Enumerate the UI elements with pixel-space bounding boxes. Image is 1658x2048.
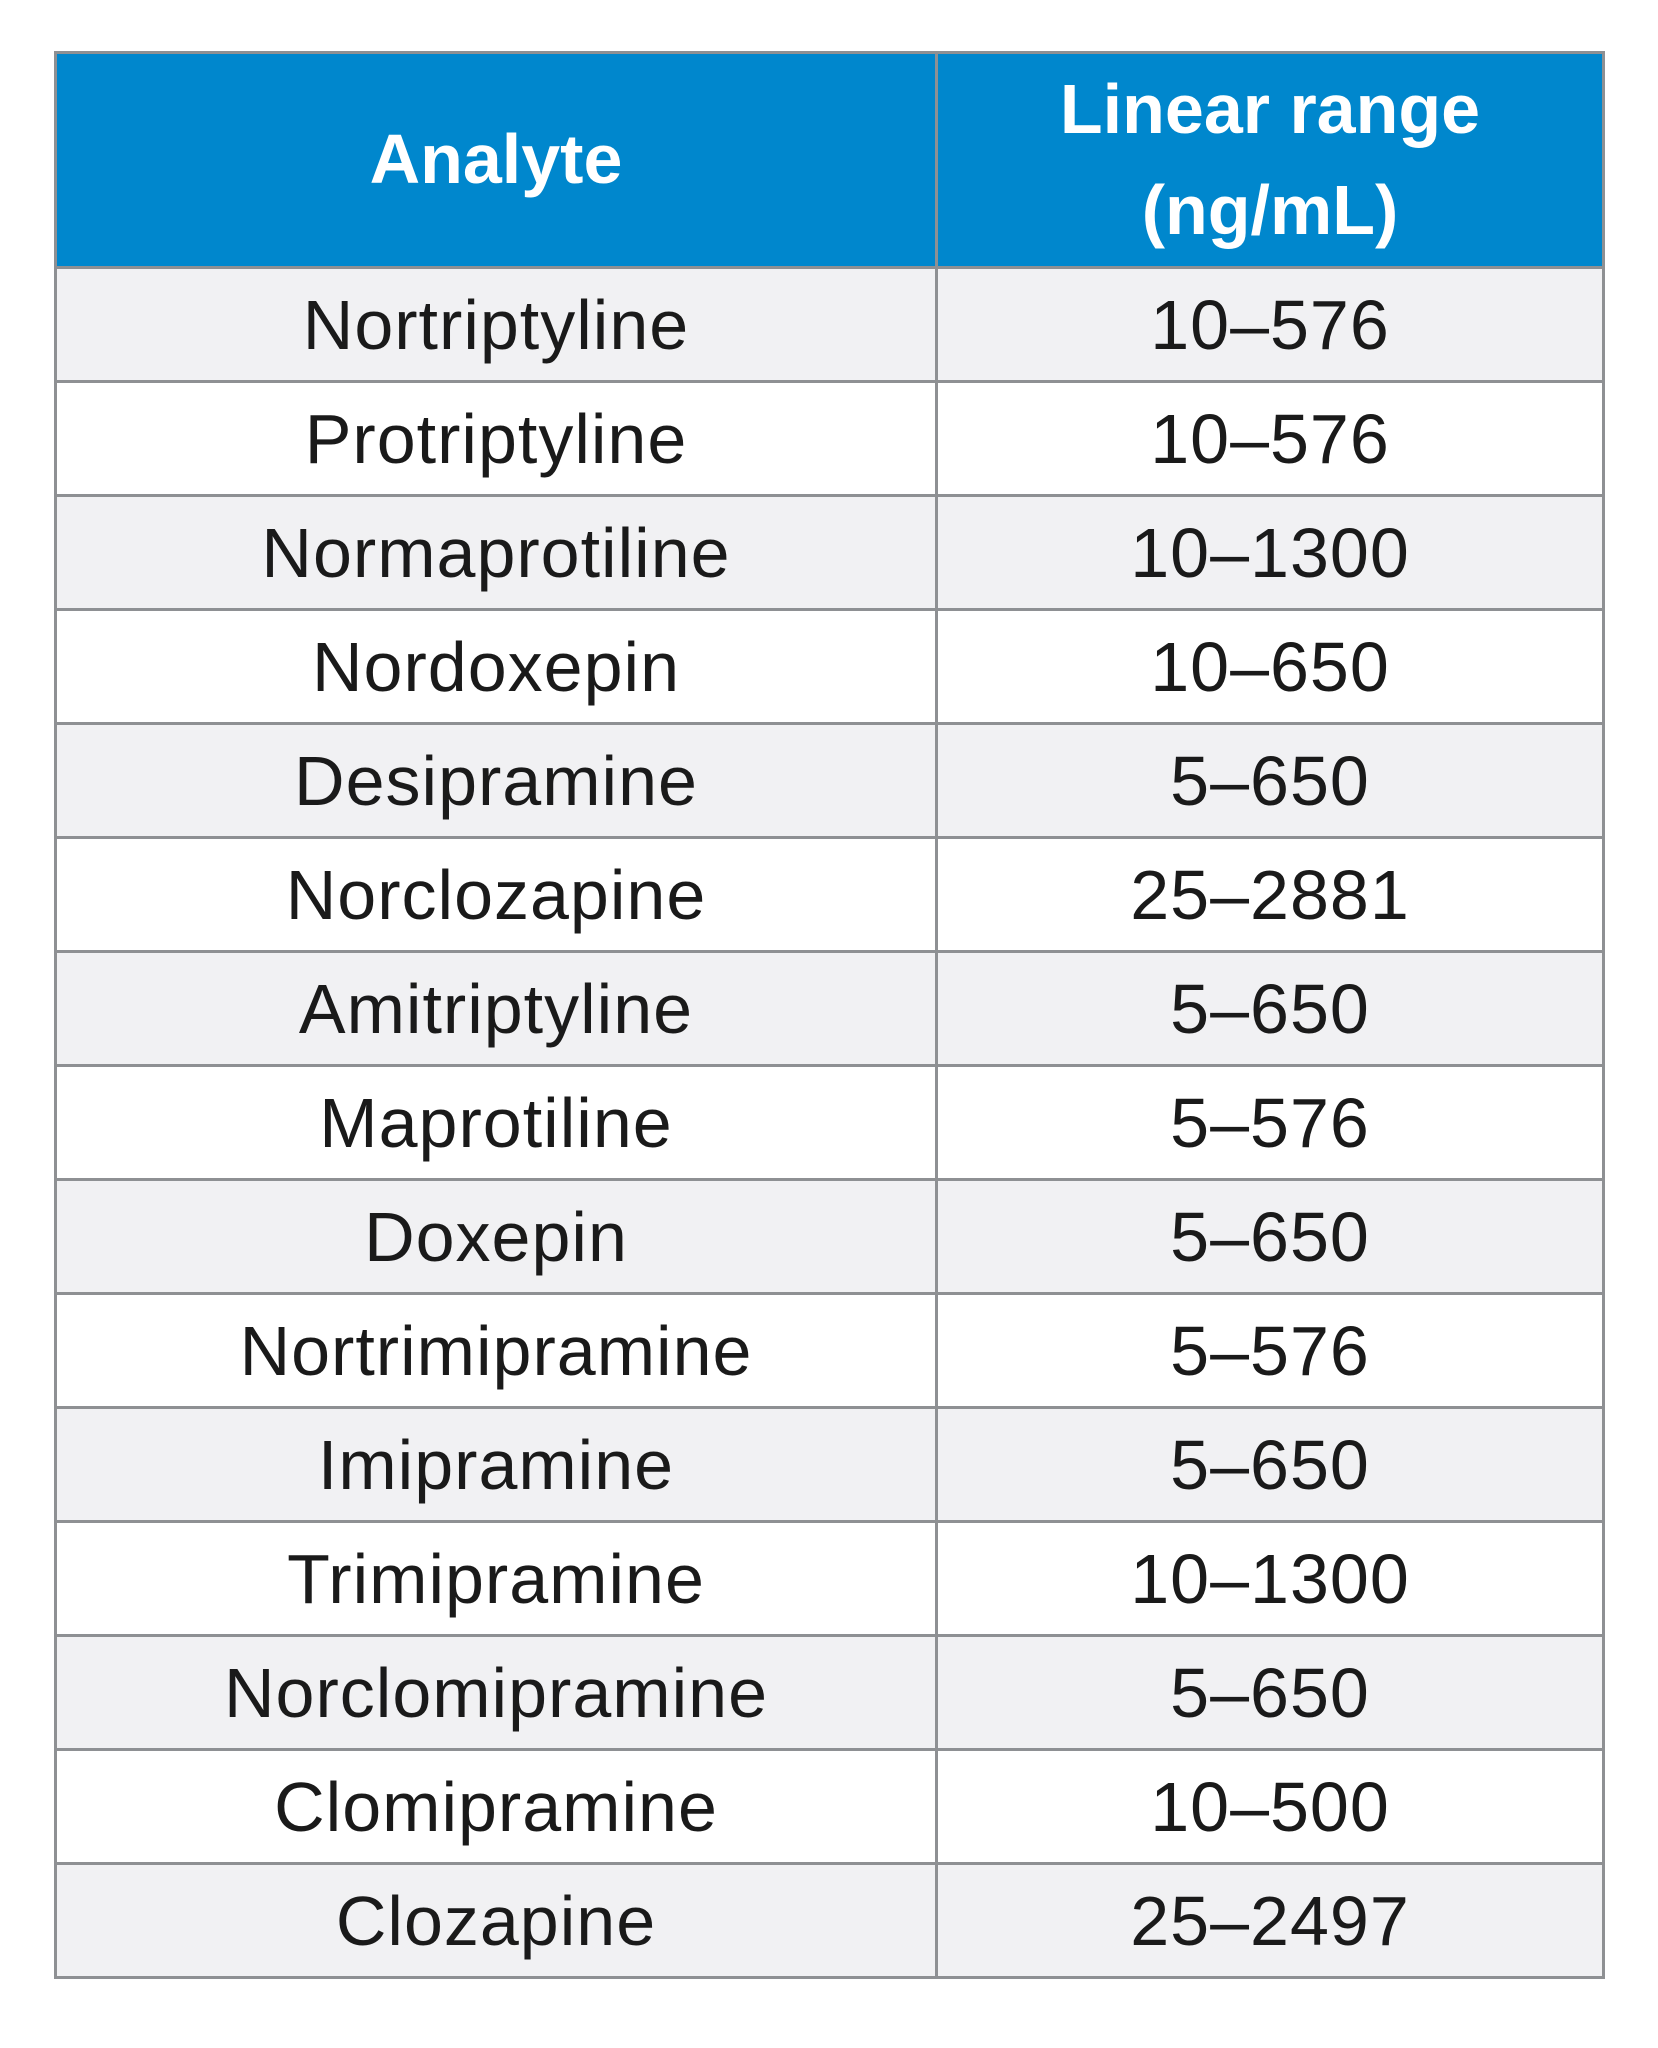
- table-header: [56, 53, 1604, 268]
- linear-range-cell: 5–650: [937, 952, 1604, 1066]
- analyte-cell: Nortrimipramine: [56, 1294, 937, 1408]
- analyte-cell: Normaprotiline: [56, 496, 937, 610]
- table-row: [56, 838, 1604, 952]
- linear-range-cell: 5–650: [937, 1636, 1604, 1750]
- linear-range-cell: 25–2497: [937, 1864, 1604, 1978]
- table-row: [56, 1066, 1604, 1180]
- linear-range-cell: 5–576: [937, 1066, 1604, 1180]
- analyte-cell: Desipramine: [56, 724, 937, 838]
- linear-range-table: [54, 51, 1605, 1979]
- linear-range-cell: 5–576: [937, 1294, 1604, 1408]
- table-row: [56, 952, 1604, 1066]
- linear-range-cell: 10–650: [937, 610, 1604, 724]
- table-row: [56, 1522, 1604, 1636]
- linear-range-cell: 10–576: [937, 382, 1604, 496]
- linear-range-cell: 5–650: [937, 1180, 1604, 1294]
- table-row: [56, 1294, 1604, 1408]
- table-row: [56, 1180, 1604, 1294]
- table-row: [56, 496, 1604, 610]
- table-row: [56, 1750, 1604, 1864]
- analyte-cell: Trimipramine: [56, 1522, 937, 1636]
- table-body: [56, 268, 1604, 1978]
- table-row: [56, 1864, 1604, 1978]
- analyte-cell: Maprotiline: [56, 1066, 937, 1180]
- table-row: [56, 1408, 1604, 1522]
- analyte-cell: Imipramine: [56, 1408, 937, 1522]
- analyte-cell: Norclozapine: [56, 838, 937, 952]
- linear-range-cell: 5–650: [937, 1408, 1604, 1522]
- linear-range-cell: 10–576: [937, 268, 1604, 382]
- header-linear-range: [937, 53, 1604, 268]
- header-linear-range-unit: (ng/mL): [1141, 171, 1399, 249]
- analyte-cell: Nordoxepin: [56, 610, 937, 724]
- analyte-cell: Clomipramine: [56, 1750, 937, 1864]
- analyte-cell: Nortriptyline: [56, 268, 937, 382]
- linear-range-cell: 10–1300: [937, 1522, 1604, 1636]
- table-row: [56, 268, 1604, 382]
- analyte-cell: Amitriptyline: [56, 952, 937, 1066]
- analyte-cell: Doxepin: [56, 1180, 937, 1294]
- linear-range-cell: 5–650: [937, 724, 1604, 838]
- header-analyte: Analyte: [56, 53, 937, 268]
- table-row: [56, 1636, 1604, 1750]
- linear-range-cell: 10–1300: [937, 496, 1604, 610]
- linear-range-table-container: [54, 51, 1602, 1979]
- linear-range-cell: 25–2881: [937, 838, 1604, 952]
- header-linear-range-line1: Linear range: [1059, 69, 1481, 148]
- linear-range-cell: 10–500: [937, 1750, 1604, 1864]
- table-row: [56, 724, 1604, 838]
- analyte-cell: Norclomipramine: [56, 1636, 937, 1750]
- analyte-cell: Protriptyline: [56, 382, 937, 496]
- header-row: [56, 53, 1604, 268]
- table-row: [56, 610, 1604, 724]
- table-row: [56, 382, 1604, 496]
- analyte-cell: Clozapine: [56, 1864, 937, 1978]
